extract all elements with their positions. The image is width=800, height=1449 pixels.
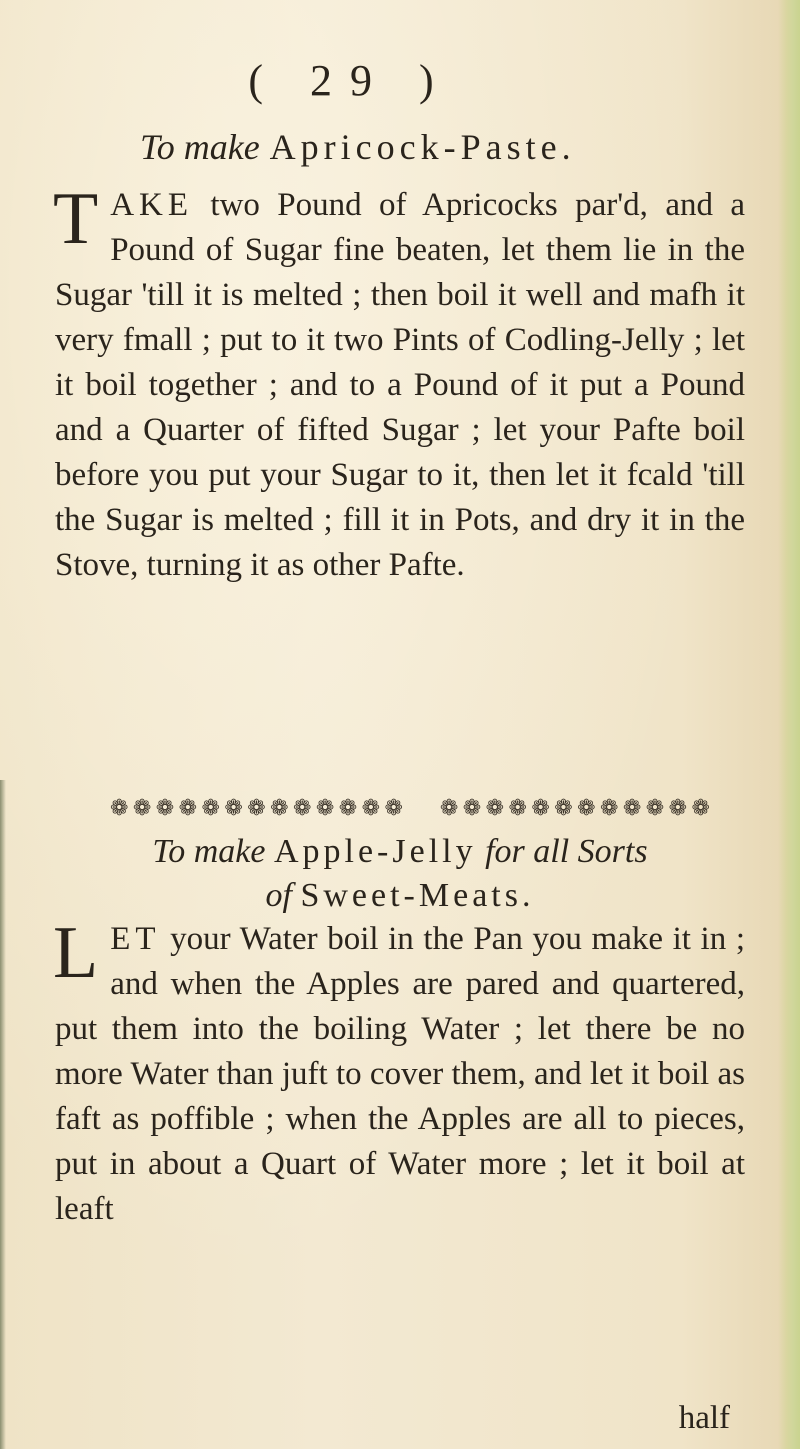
ornament-flower-icon: ❁ (155, 795, 175, 821)
ornament-flower-icon: ❁ (178, 795, 198, 821)
ornament-flower-icon: ❁ (668, 795, 687, 821)
ornament-flower-icon: ❁ (462, 795, 482, 821)
drop-cap: T (53, 178, 99, 260)
ornament-flower-icon: ❁ (645, 795, 665, 821)
recipe-heading-apple-jelly (0, 830, 800, 918)
ornament-flower-icon: ❁ (338, 795, 358, 821)
recipe-body-apple-jelly (53, 912, 745, 1232)
heading-title: Apple-Jelly (273, 833, 477, 870)
ornament-flower-icon: ❁ (554, 795, 573, 821)
ornament-flower-icon: ❁ (691, 795, 710, 821)
ornament-flower-icon: ❁ (531, 795, 550, 821)
ornament-flower-icon: ❁ (201, 795, 220, 821)
first-word: ET (110, 921, 161, 957)
heading-of: of (265, 877, 292, 914)
ornament-flower-icon: ❁ (485, 795, 504, 821)
recipe-text: your Water boil in the Pan you make it in ; and when the Apples are pared and quartered, put them into the boiling Water ; let there be no more Water than juft to cover them, and let it boil as faft as poffible ; when the Apples are all to pieces, put in about a Quart of Water more ; let it boil at leaft (55, 921, 745, 1227)
heading-prefix: To make (140, 127, 260, 167)
ornament-flower-icon: ❁ (224, 795, 243, 821)
recipe-text: two Pound of Apricocks par'd, and a Pound of Sugar fine beaten, let them lie in the Sugar 'till it is melted ; then boil it well and mafh it very fmall ; put to it two Pints of Codling-Jelly ; let it boil together ; and to a Pound of it put a Pound and a Quarter of fifted Sugar ; let your Pafte boil before you put your Sugar to it, then let it fcald 'till the Sugar is melted ; fill it in Pots, and dry it in the Stove, turning it as other Pafte. (55, 187, 745, 583)
ornament-flower-icon: ❁ (508, 795, 527, 821)
ornament-flower-icon: ❁ (293, 795, 312, 821)
ornament-flower-icon: ❁ (270, 795, 289, 821)
ornament-flower-icon: ❁ (439, 795, 459, 821)
page-number: ( 29 ) (248, 56, 452, 105)
ornament-flower-icon: ❁ (577, 795, 596, 821)
ornament-flower-icon: ❁ (110, 795, 129, 821)
ornament-flower-icon: ❁ (384, 795, 403, 821)
drop-cap: L (53, 912, 99, 994)
first-word: AKE (110, 187, 194, 223)
ornament-flower-icon: ❁ (247, 795, 266, 821)
heading-title: Apricock-Paste. (269, 127, 576, 167)
heading-mid: for all Sorts (485, 833, 648, 870)
page-edge-right (778, 0, 800, 1449)
heading-prefix: To make (152, 833, 266, 870)
heading-end: Sweet-Meats. (300, 877, 535, 914)
ornament-flower-icon: ❁ (132, 795, 152, 821)
catchword: half (678, 1400, 730, 1436)
ornament-flower-icon: ❁ (361, 795, 381, 821)
ornament-flower-icon: ❁ (622, 795, 642, 821)
ornament-flower-icon: ❁ (599, 795, 619, 821)
recipe-body-apricock-paste (53, 178, 745, 588)
recipe-heading-apricock-paste (140, 126, 576, 168)
ornament-flower-icon: ❁ (315, 795, 335, 821)
ornament-divider (110, 795, 710, 821)
